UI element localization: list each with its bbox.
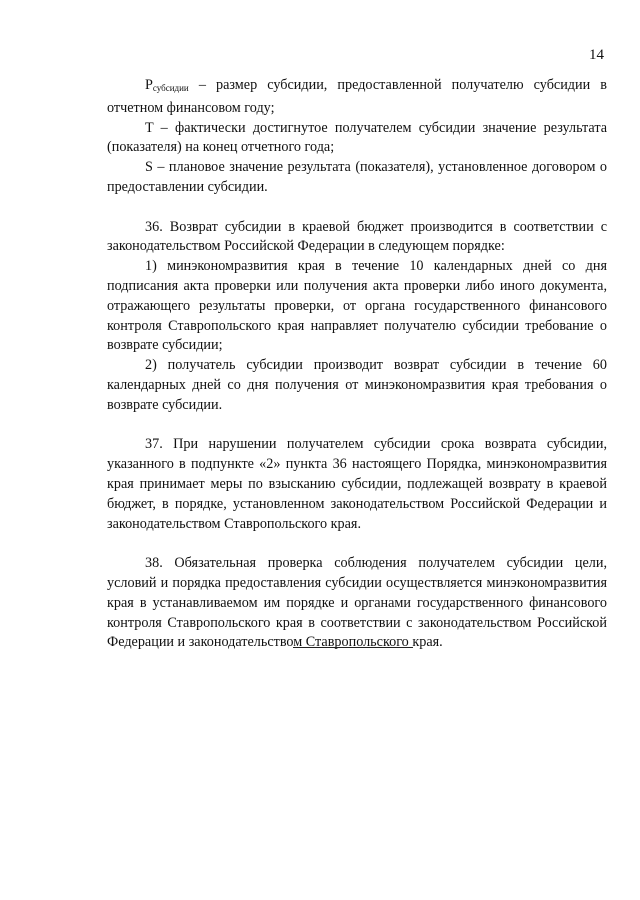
p-subscript: субсидии — [152, 83, 189, 93]
section-37: 37. При нарушении получателем субсидии срока возврата субсидии, указанного в подпункте «2» пункта 36 настоящего Порядка, минэкономразвития края принимает меры по взысканию субсидии, подлежащей возврату в краевой бюджет, в порядке, установленном законодательством Российской Федерации и законодательством Ставропольского края. — [107, 436, 607, 532]
definition-s: S – плановое значение результата (показателя), установленное договором о предоставлении субсидии. — [107, 159, 607, 195]
section-36-item-2: 2) получатель субсидии производит возврат субсидии в течение 60 календарных дней со дня получения от минэкономразвития края требования о возврате субсидии. — [107, 357, 607, 413]
section-38: 38. Обязательная проверка соблюдения получателем субсидии цели, условий и порядка предоставления субсидии осуществляется минэкономразвития края в устанавливаемом им порядке и органами государственного финансового контроля Ставропольского края в соответствии с законодательством Российской Федерации и законодательством Ставропольского края. — [107, 555, 607, 651]
definition-p — [107, 76, 607, 119]
section-36-item-1: 1) минэкономразвития края в течение 10 календарных дней со дня подписания акта проверки или получения акта проверки либо иного документа, отражающего результаты проверки, от органа государственного финансового контроля Ставропольского края направляет получателю субсидии требование о возврате субсидии; — [107, 258, 607, 354]
document-body — [107, 76, 607, 653]
definition-t: T – фактически достигнутое получателем субсидии значение результата (показателя) на конец отчетного года; — [107, 119, 607, 156]
p-symbol: P — [145, 77, 153, 93]
page-number: 14 — [589, 47, 604, 63]
p-definition-text: – размер субсидии, предоставленной получателю субсидии в отчетном финансовом году; — [107, 77, 607, 116]
section-36-intro: 36. Возврат субсидии в краевой бюджет производится в соответствии с законодательством Российской Федерации в следующем порядке: — [107, 218, 607, 255]
end-divider-line — [293, 647, 413, 648]
